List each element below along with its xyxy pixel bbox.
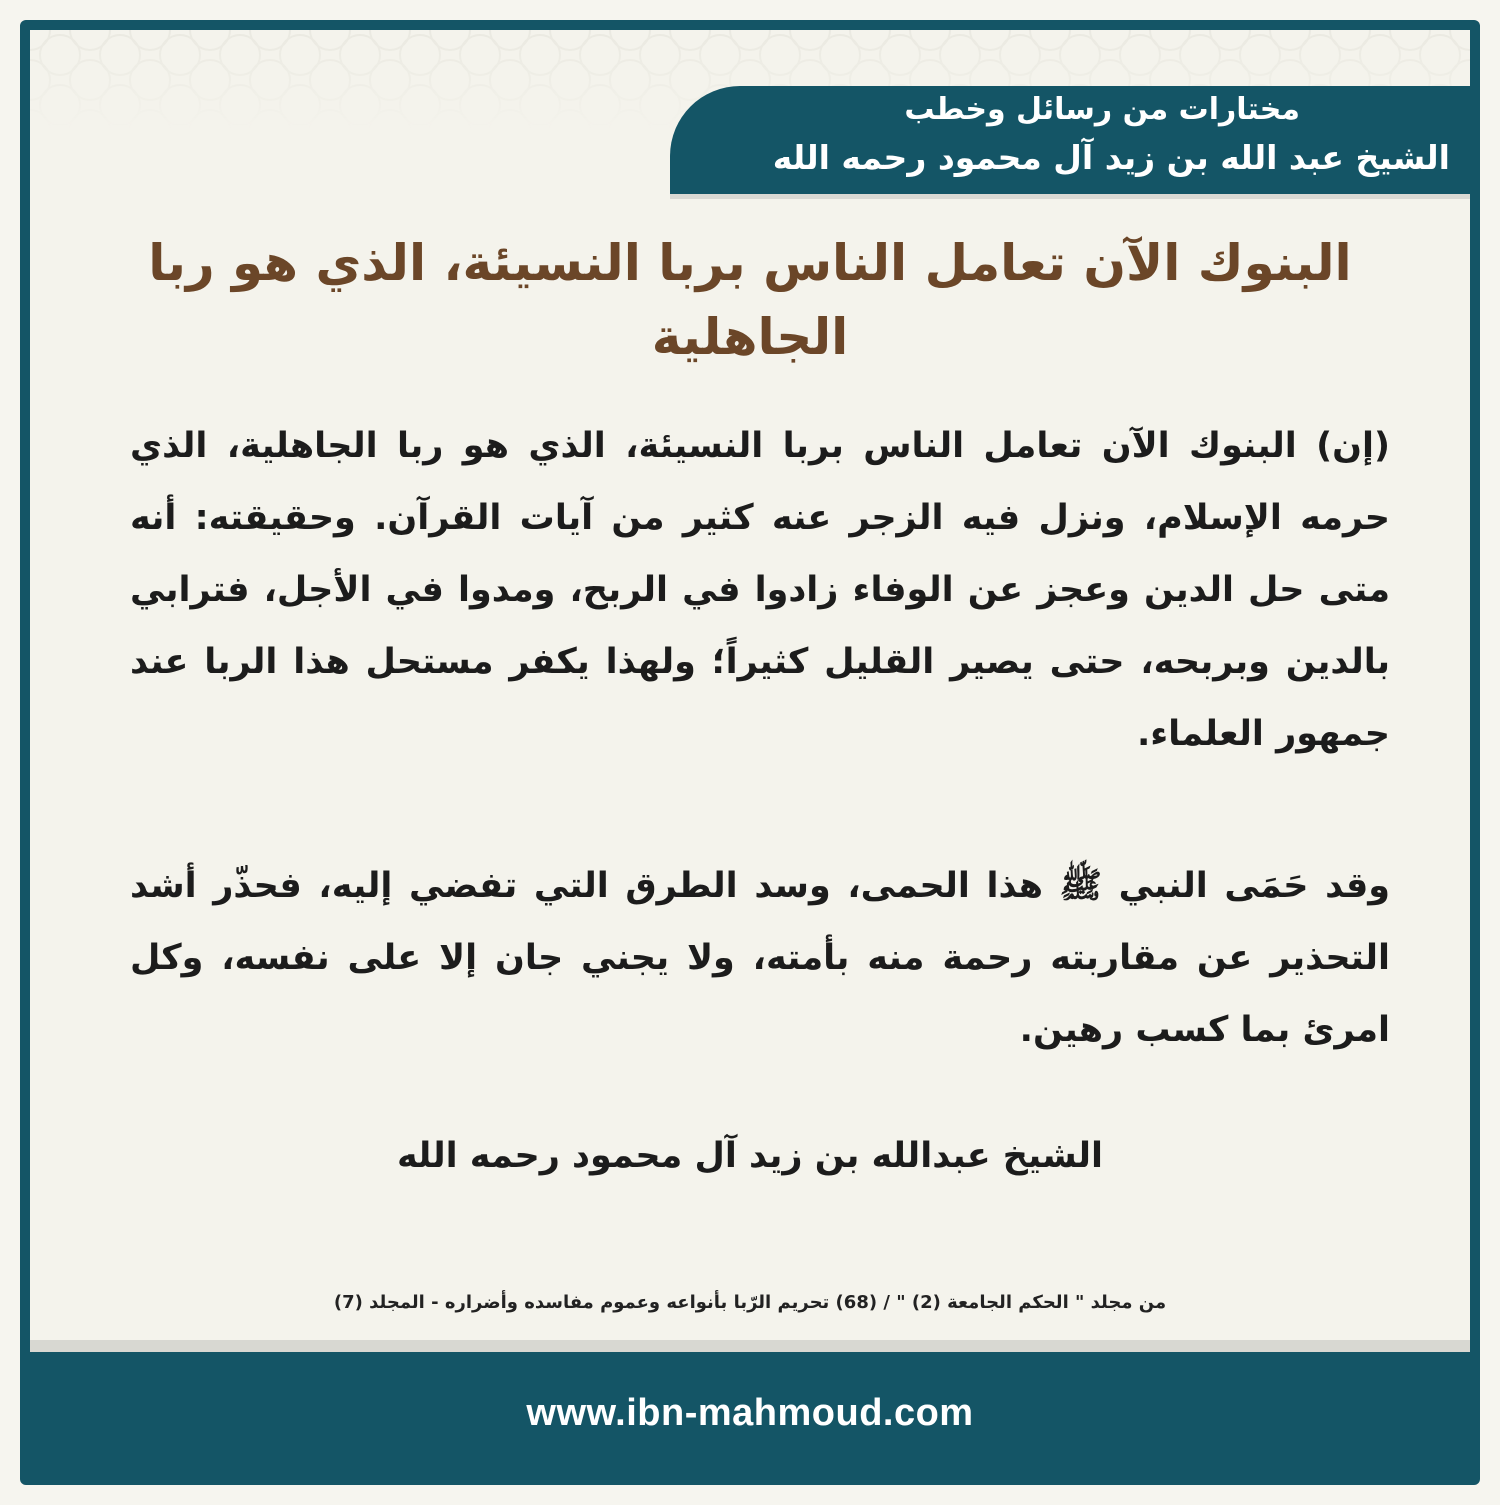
body-paragraph-2: وقد حَمَى النبي ﷺ هذا الحمى، وسد الطرق التي تفضي إليه، فحذّر أشد التحذير عن مقاربته رحمة منه بأمته، ولا يجني جان إلا على نفسه، وكل امرئ بما كسب رهين. xyxy=(130,866,1390,1050)
header-author: الشيخ عبد الله بن زيد آل محمود رحمه الله xyxy=(772,138,1450,177)
page-title: البنوك الآن تعامل الناس بربا النسيئة، الذي هو ربا الجاهلية xyxy=(148,234,1352,366)
header-subtitle: مختارات من رسائل وخطب xyxy=(904,92,1300,127)
website-link[interactable]: www.ibn-mahmoud.com xyxy=(526,1392,974,1434)
author-signature: الشيخ عبدالله بن زيد آل محمود رحمه الله xyxy=(396,1136,1104,1176)
footer-divider xyxy=(30,1340,1470,1352)
card-frame xyxy=(20,20,1480,1485)
header-banner xyxy=(670,86,1470,194)
source-citation: من مجلد " الحكم الجامعة (2) " / (68) تحريم الرّبا بأنواعه وعموم مفاسده وأضراره - المجلد (7) xyxy=(333,1292,1167,1313)
body-paragraph-1: (إن) البنوك الآن تعامل الناس بربا النسيئة، الذي هو ربا الجاهلية، الذي حرمه الإسلام، ونزل فيه الزجر عنه كثير من آيات القرآن. وحقيقته: أنه متى حل الدين وعجز عن الوفاء زادوا في الربح، ومدوا في الأجل، فترابي بالدين وبربحه، حتى يصير القليل كثيراً؛ ولهذا يكفر مستحل هذا الربا عند جمهور العلماء. xyxy=(130,426,1390,754)
content-panel xyxy=(30,30,1470,1352)
